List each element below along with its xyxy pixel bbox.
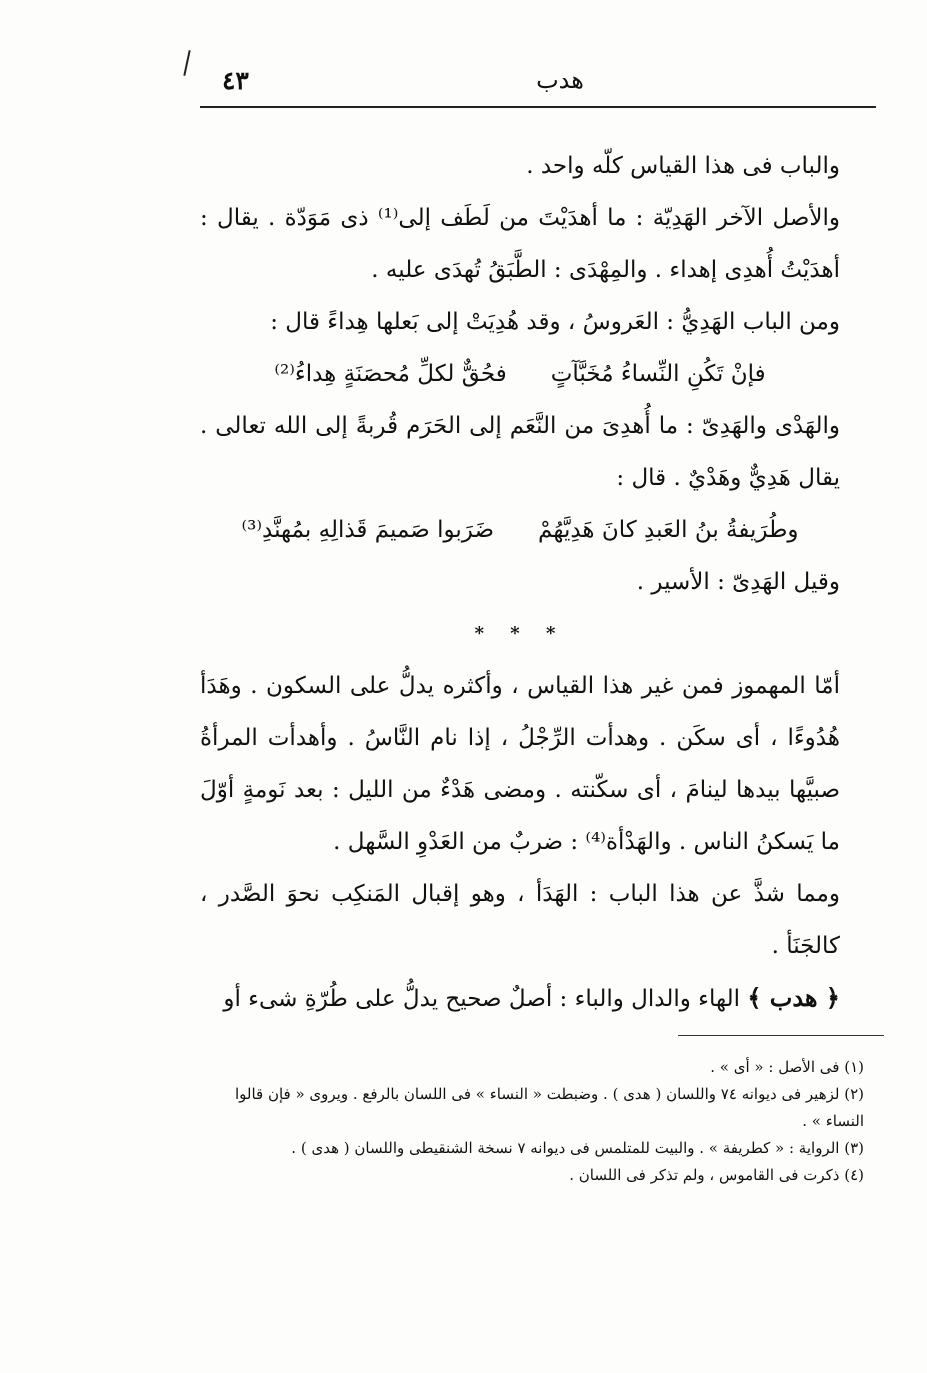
paragraph-7: ومما شذَّ عن هذا الباب : الهَدَأ ، وهو إقبال المَنكِب نحوَ الصَّدر ، كالجَنَأ . [200, 881, 840, 959]
verse-2 [200, 504, 840, 556]
verse-1-first-hemistich: فإنْ تَكُنِ النِّساءُ مُخَبَّآتٍ [550, 361, 766, 387]
paragraph-5: وقيل الهَدِىّ : الأسير . [636, 569, 840, 595]
footnote-2: (٢) لزهير فى ديوانه ٧٤ واللسان ( هدى ) . وضبطت « النساء » فى اللسان بالرفع . ويروى « فإن قالوا النساء » . [234, 1085, 864, 1130]
footnote-rule [678, 1035, 884, 1036]
paragraph-6: أمّا المهموز فمن غير هذا القياس ، وأكثره يدلُّ على السكون . وهَدَأ هُدُوءًا ، أى سكَن . وهدأت الرِّجْلُ ، إذا نام النَّاسُ . وأهدأت المرأةُ صبيَّها بيدها لينامَ ، أى سكّنته . ومضى هَدْءٌ من الليل : بعد نَومةٍ أوّلَ ما يَسكنُ الناس . والهَدْأة⁽⁴⁾ : ضربٌ من العَدْوِ السَّهل . [200, 673, 840, 855]
section-divider-stars: * * * [474, 623, 566, 644]
paragraph-2: والأصل الآخر الهَدِيّة : ما أهدَيْتَ من لَطَف إلى⁽¹⁾ ذى مَوَدّة . يقال : أهدَيْتُ أُهدِى إهداء . والمِهْدَى : الطَّبَقُ تُهدَى عليه . [200, 205, 841, 283]
footnote-1: (١) فى الأصل : « أى » . [710, 1058, 864, 1076]
paragraph-3: ومن الباب الهَدِيُّ : العَروسُ ، وقد هُدِيَتْ إلى بَعلها هِداءً قال : [270, 309, 840, 335]
page-header [200, 64, 876, 104]
main-text [200, 140, 840, 1025]
page-number: ٤٣ [222, 66, 249, 95]
verse-2-first-hemistich: وطُرَيفةُ بنُ العَبدِ كانَ هَدِيَّهُمْ [538, 517, 799, 543]
verse-2-second-hemistich: ضَرَبوا صَميمَ قَذالِهِ بمُهنَّدِ⁽³⁾ [241, 517, 495, 543]
header-rule [200, 106, 876, 108]
running-head: هدب [536, 66, 584, 94]
verse-1 [200, 348, 840, 400]
verse-1-second-hemistich: فحُقٌّ لكلِّ مُحصَنَةٍ هِداءُ⁽²⁾ [274, 361, 507, 387]
paragraph-4: والهَدْى والهَدِىّ : ما أُهدِىَ من النَّعَم إلى الحَرَم قُربةً إلى الله تعالى . يقال هَدِيٌّ وهَدْيٌ . قال : [200, 413, 840, 491]
footnotes [200, 1054, 864, 1189]
paragraph-1: والباب فى هذا القياس كلّه واحد . [526, 153, 840, 179]
margin-pencil-mark [183, 50, 190, 76]
footnote-3: (٣) الرواية : « كطريفة » . والبيت للمتلمس فى ديوانه ٧ نسخة الشنقيطى واللسان ( هدى ) . [291, 1139, 864, 1157]
entry-heading: ﴿ هدب ﴾ [747, 983, 840, 1012]
footnote-4: (٤) ذكرت فى القاموس ، ولم تذكر فى اللسان . [569, 1166, 864, 1184]
paragraph-8 [200, 972, 840, 1025]
paragraph-8-text: الهاء والدال والباء : أصلٌ صحيح يدلُّ على طُرّةِ شىء أو [223, 986, 740, 1012]
